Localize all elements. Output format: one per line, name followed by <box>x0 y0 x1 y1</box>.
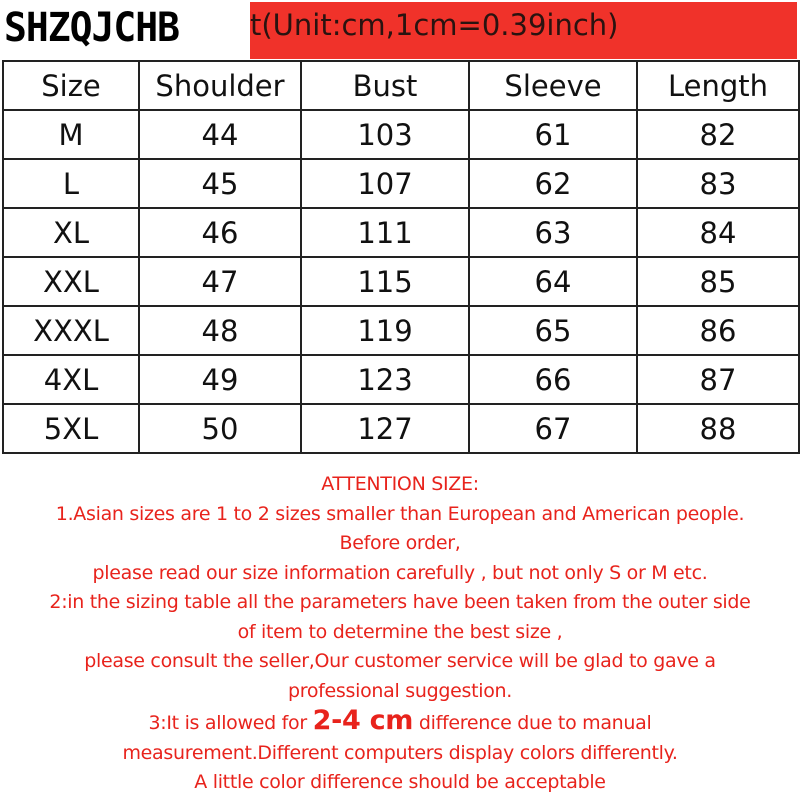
note-line-tolerance <box>0 706 800 739</box>
table-row <box>3 257 799 306</box>
table-cell: XXL <box>3 257 139 306</box>
table-cell: 62 <box>469 159 637 208</box>
column-header: Sleeve <box>469 61 637 110</box>
table-cell: 83 <box>637 159 799 208</box>
header-banner <box>0 0 800 62</box>
table-row <box>3 110 799 159</box>
table-cell: 123 <box>301 355 469 404</box>
column-header: Bust <box>301 61 469 110</box>
table-cell: 84 <box>637 208 799 257</box>
table-cell: 115 <box>301 257 469 306</box>
tolerance-highlight: 2-4 cm <box>312 705 414 736</box>
table-cell: 44 <box>139 110 301 159</box>
column-header: Length <box>637 61 799 110</box>
note-line: measurement.Different computers display colors differently. <box>122 741 678 764</box>
note-line: please read our size information carefully , but not only S or M etc. <box>92 561 708 584</box>
note-line: of item to determine the best size , <box>237 620 563 643</box>
note-text: difference due to manual <box>413 712 652 734</box>
table-row <box>3 306 799 355</box>
table-cell: 63 <box>469 208 637 257</box>
table-cell: 119 <box>301 306 469 355</box>
table-cell: 64 <box>469 257 637 306</box>
note-text: 3:It is allowed for <box>148 712 313 734</box>
column-header: Shoulder <box>139 61 301 110</box>
column-header: Size <box>3 61 139 110</box>
table-cell: 49 <box>139 355 301 404</box>
table-cell: 45 <box>139 159 301 208</box>
brand-logo-text: SHZQJCHB <box>4 4 180 51</box>
notes-title: ATTENTION SIZE: <box>321 473 479 495</box>
table-cell: 86 <box>637 306 799 355</box>
table-cell: 107 <box>301 159 469 208</box>
table-cell: L <box>3 159 139 208</box>
table-cell: 103 <box>301 110 469 159</box>
table-cell: 82 <box>637 110 799 159</box>
table-cell: 67 <box>469 404 637 453</box>
table-cell: 111 <box>301 208 469 257</box>
table-row <box>3 159 799 208</box>
table-cell: 88 <box>637 404 799 453</box>
table-cell: 50 <box>139 404 301 453</box>
table-cell: 48 <box>139 306 301 355</box>
table-row <box>3 355 799 404</box>
table-cell: 4XL <box>3 355 139 404</box>
table-cell: 47 <box>139 257 301 306</box>
table-row <box>3 208 799 257</box>
table-cell: 65 <box>469 306 637 355</box>
note-line: A little color difference should be acceptable <box>194 771 606 793</box>
table-cell: M <box>3 110 139 159</box>
table-cell: XXXL <box>3 306 139 355</box>
table-row <box>3 404 799 453</box>
table-cell: 127 <box>301 404 469 453</box>
note-line: 1.Asian sizes are 1 to 2 sizes smaller than European and American people. <box>55 502 745 525</box>
note-line: 2:in the sizing table all the parameters have been taken from the outer side <box>49 591 751 613</box>
size-chart-table <box>2 60 800 454</box>
note-line: please consult the seller,Our customer service will be glad to gave a <box>84 650 716 672</box>
table-cell: 66 <box>469 355 637 404</box>
attention-notes <box>0 470 800 798</box>
table-cell: 5XL <box>3 404 139 453</box>
table-cell: 85 <box>637 257 799 306</box>
table-header-row <box>3 61 799 110</box>
table-cell: XL <box>3 208 139 257</box>
note-line: Before order, <box>339 532 461 554</box>
note-line: professional suggestion. <box>287 679 513 702</box>
table-cell: 87 <box>637 355 799 404</box>
table-cell: 46 <box>139 208 301 257</box>
table-cell: 61 <box>469 110 637 159</box>
unit-note: t(Unit:cm,1cm=0.39inch) <box>250 8 619 42</box>
